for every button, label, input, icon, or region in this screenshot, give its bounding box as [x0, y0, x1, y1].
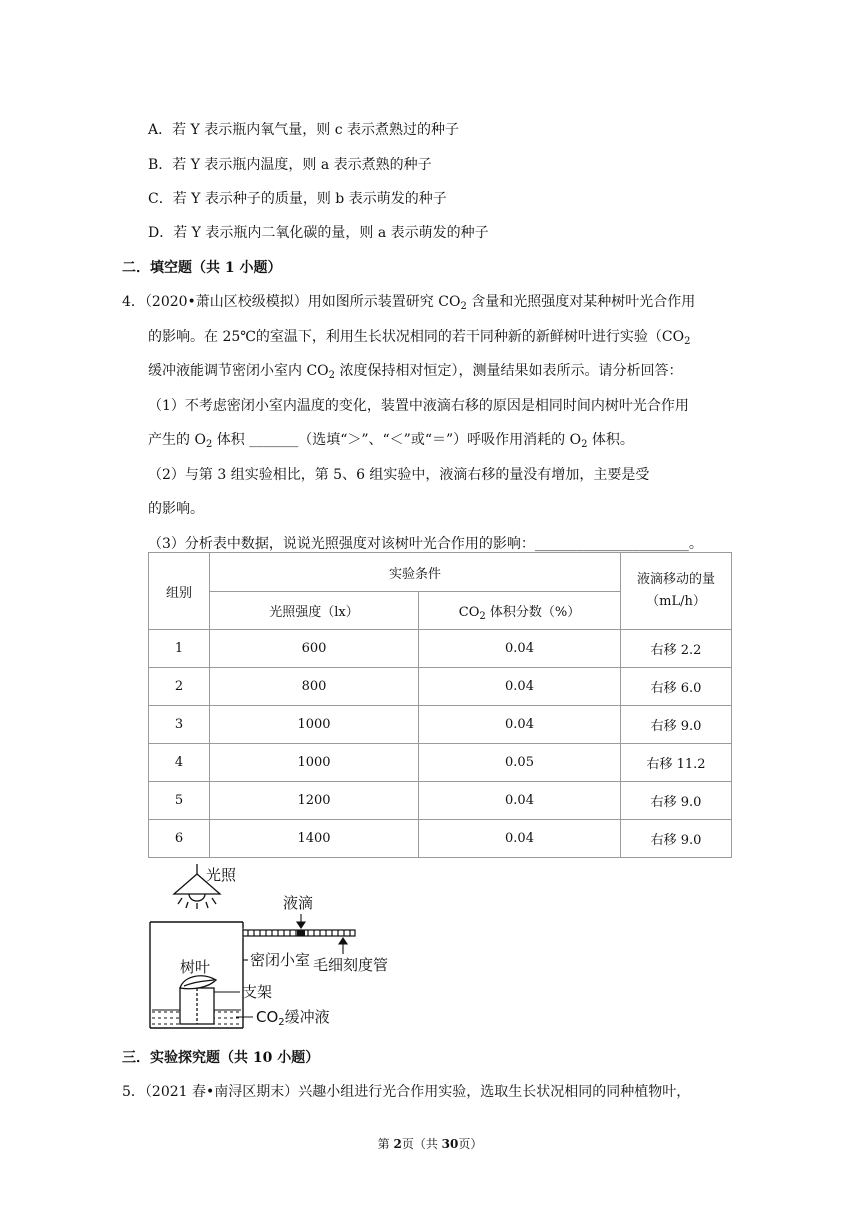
table-row — [149, 820, 732, 858]
cell-light: 1400 — [210, 820, 419, 858]
label-leaf: 树叶 — [180, 958, 211, 976]
question-4-part-2-line-1: （2）与第 3 组实验相比，第 5、6 组实验中，液滴右移的量没有增加，主要是受 — [148, 467, 650, 483]
cell-co2: 0.04 — [419, 820, 621, 858]
header-co2-fraction: $CO_2$ 体积分数（%） — [419, 592, 621, 630]
page-footer: 第 2页（共 30页） — [377, 1137, 483, 1151]
header-light-intensity: 光照强度（lx） — [210, 592, 419, 630]
cell-light: 600 — [210, 630, 419, 668]
label-capillary-tube: 毛细刻度管 — [313, 956, 389, 974]
cell-group: 1 — [149, 630, 210, 668]
question-4-line-2: 的影响。在 25℃的室温下，利用生长状况相同的若干同种新的新鲜树叶进行实验（$CO_2$ — [148, 329, 691, 347]
option-a: A．若 Y 表示瓶内氧气量，则 c 表示煮熟过的种子 — [148, 122, 459, 138]
cell-co2: 0.04 — [419, 706, 621, 744]
leaf-icon — [180, 976, 216, 989]
cell-co2: 0.04 — [419, 630, 621, 668]
question-4-part-1-line-1: （1）不考虑密闭小室内温度的变化，装置中液滴右移的原因是相同时间内树叶光合作用 — [148, 398, 689, 414]
option-d: D．若 Y 表示瓶内二氧化碳的量，则 a 表示萌发的种子 — [148, 225, 489, 241]
table-row — [149, 782, 732, 820]
cell-light: 1200 — [210, 782, 419, 820]
cell-move: 右移 11.2 — [621, 744, 732, 782]
header-drop-movement-line-1: 液滴移动的量 — [636, 572, 715, 587]
liquid-drop — [297, 930, 305, 936]
cell-co2: 0.04 — [419, 668, 621, 706]
cell-move: 右移 9.0 — [621, 706, 732, 744]
section-title-experiment: 三．实验探究题（共 10 小题） — [122, 1050, 320, 1066]
cell-group: 3 — [149, 706, 210, 744]
option-c: C．若 Y 表示种子的质量，则 b 表示萌发的种子 — [148, 191, 447, 207]
cell-co2: 0.04 — [419, 782, 621, 820]
cell-light: 1000 — [210, 706, 419, 744]
question-4-line-3: 缓冲液能调节密闭小室内 $CO_2$ 浓度保持相对恒定），测量结果如表所示。请分析回答： — [148, 363, 683, 381]
cell-co2: 0.05 — [419, 744, 621, 782]
question-4-part-3: （3）分析表中数据，说说光照强度对该树叶光合作用的影响：______________________。 — [148, 536, 703, 552]
table-row — [149, 744, 732, 782]
cell-group: 5 — [149, 782, 210, 820]
cell-light: 1000 — [210, 744, 419, 782]
header-drop-movement — [621, 553, 732, 630]
option-b: B．若 Y 表示瓶内温度，则 a 表示煮熟的种子 — [148, 157, 432, 173]
label-liquid-drop: 液滴 — [283, 894, 314, 912]
page-total: 30 — [441, 1137, 459, 1151]
label-sealed-chamber: 密闭小室 — [250, 951, 311, 969]
question-5-line-1: 5．（2021 春•南浔区期末）兴趣小组进行光合作用实验，选取生长状况相同的同种植物叶， — [122, 1084, 691, 1100]
question-4-part-1-line-2: 产生的 $O_2$ 体积 _______（选填“＞”、“＜”或“＝”）呼吸作用消耗的 $O_2$ 体积。 — [148, 432, 634, 450]
cell-group: 2 — [149, 668, 210, 706]
table-row — [149, 668, 732, 706]
cell-group: 4 — [149, 744, 210, 782]
question-4-line-1: 4．（2020•萧山区校级模拟）用如图所示装置研究 $CO_2$ 含量和光照强度对某种树叶光合作用 — [122, 294, 696, 312]
header-drop-movement-line-2: （mL/h） — [646, 594, 706, 609]
label-co2-buffer: $CO_2$缓冲液 — [256, 1008, 330, 1028]
section-title-fill-blank: 二．填空题（共 1 小题） — [122, 260, 282, 276]
stand — [180, 988, 214, 1024]
header-group: 组别 — [149, 553, 210, 630]
label-light: 光照 — [206, 866, 237, 884]
apparatus-diagram — [140, 862, 400, 1038]
table-row — [149, 630, 732, 668]
cell-move: 右移 2.2 — [621, 630, 732, 668]
cell-light: 800 — [210, 668, 419, 706]
results-table — [148, 552, 732, 858]
table-row — [149, 706, 732, 744]
page-number: 2 — [393, 1137, 402, 1151]
label-stand: 支架 — [242, 983, 273, 1001]
question-4-part-2-line-2: 的影响。 — [148, 501, 204, 517]
cell-move: 右移 9.0 — [621, 820, 732, 858]
cell-group: 6 — [149, 820, 210, 858]
cell-move: 右移 9.0 — [621, 782, 732, 820]
header-conditions: 实验条件 — [210, 553, 621, 592]
cell-move: 右移 6.0 — [621, 668, 732, 706]
